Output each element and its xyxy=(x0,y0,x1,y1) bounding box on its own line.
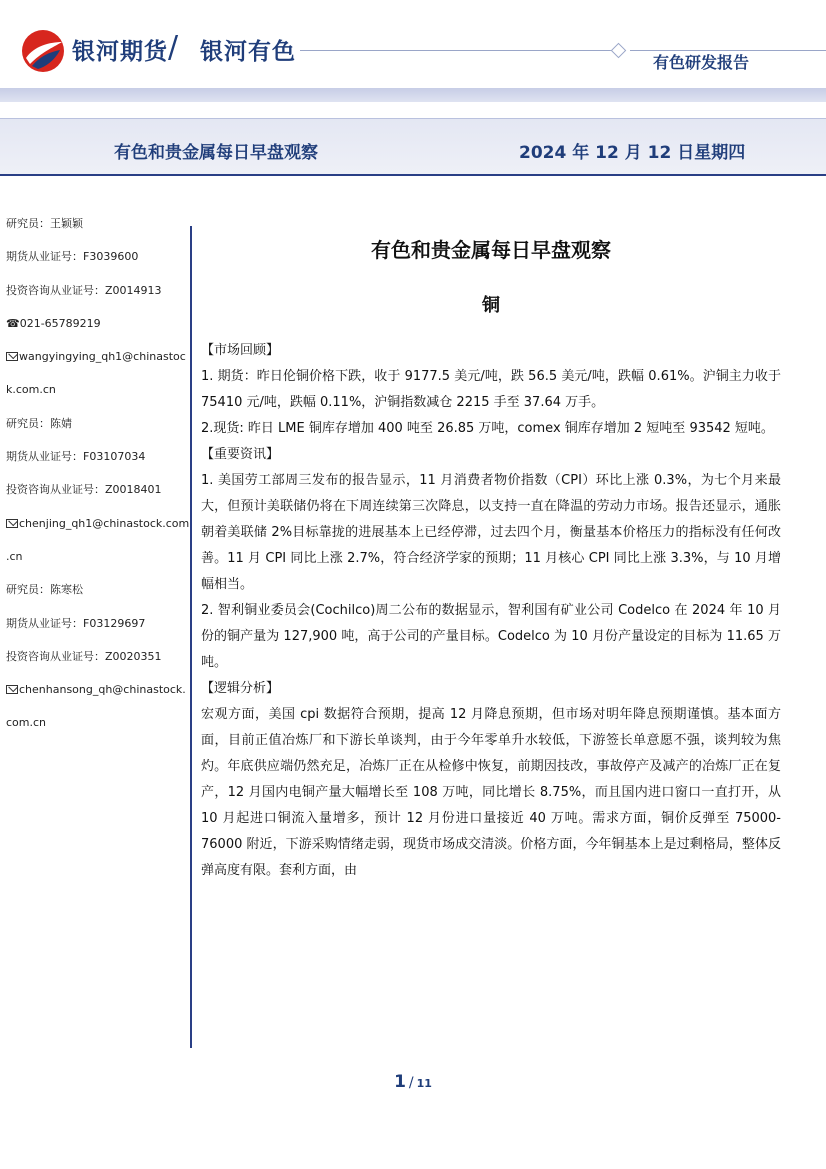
invest-cert: 投资咨询从业证号：Z0018401 xyxy=(6,483,162,497)
paragraph: 2. 智利铜业委员会(Cochilco)周二公布的数据显示，智利国有矿业公司 Codelco 在 2024 年 10 月份的铜产量为 127,900 吨，高于公司的产量目标。Codelco 为 10 月份产量设定的目标为 11.65 万吨。 xyxy=(201,603,781,670)
email-line-cont[interactable]: .cn xyxy=(6,549,23,563)
futures-cert: 期货从业证号：F3039600 xyxy=(6,250,139,264)
email-text[interactable]: chenjing_qh1@chinastock.com xyxy=(19,516,190,530)
header-rule xyxy=(300,50,618,51)
phone-icon: ☎ xyxy=(6,316,20,330)
email-line-cont[interactable]: k.com.cn xyxy=(6,383,56,397)
page-separator: / xyxy=(408,1075,414,1091)
email-line[interactable] xyxy=(6,514,190,547)
page-footer xyxy=(0,1072,826,1092)
brand-divider: / xyxy=(168,30,179,65)
email-line-cont[interactable]: com.cn xyxy=(6,716,47,730)
mail-icon xyxy=(6,352,18,361)
email-line[interactable] xyxy=(6,347,186,380)
paragraph: 1. 美国劳工部周三发布的报告显示，11 月消费者物价指数（CPI）环比上涨 0.3%，为七个月来最大，但预计美联储仍将在下周连续第三次降息，以支持一直在降温的劳动力市场。报告还显示，通胀朝着美联储 2%目标靠拢的进展基本上已经停滞，过去四个月，衡量基本价格压力的指标没有任何改善。11 月 CPI 同比上涨 2.7%，符合经济学家的预期；11 月核心 CPI 同比上涨 3.3%，与 10 月增幅相当。 xyxy=(201,473,781,592)
futures-cert: 期货从业证号：F03107034 xyxy=(6,450,146,464)
section-subtitle: 铜 xyxy=(482,295,500,316)
researcher-name: 研究员：陈寒松 xyxy=(6,583,83,597)
futures-cert: 期货从业证号：F03129697 xyxy=(6,616,146,630)
brand-primary: 银河期货 xyxy=(72,39,168,65)
email-text[interactable]: chenhansong_qh@chinastock. xyxy=(19,683,186,697)
band-date: 2024 年 12 月 12 日星期四 xyxy=(519,143,746,163)
researcher-name: 研究员：王颖颖 xyxy=(6,217,83,230)
invest-cert: 投资咨询从业证号：Z0014913 xyxy=(6,283,162,297)
section-heading: 【市场回顾】 xyxy=(201,343,280,358)
email-text[interactable]: wangyingying_qh1@chinastoc xyxy=(19,350,186,364)
email-line[interactable] xyxy=(6,680,186,713)
galaxy-logo-icon xyxy=(20,28,66,74)
section-heading: 【逻辑分析】 xyxy=(201,681,280,696)
paragraph: 2.现货: 昨日 LME 铜库存增加 400 吨至 26.85 万吨，comex 铜库存增加 2 短吨至 93542 短吨。 xyxy=(201,421,774,436)
mail-icon xyxy=(6,519,18,528)
page-title: 有色和贵金属每日早盘观察 xyxy=(371,238,611,262)
diamond-icon xyxy=(611,43,627,59)
report-body xyxy=(201,338,781,884)
brand-secondary: 银河有色 xyxy=(200,39,296,65)
header-band-rule xyxy=(0,174,826,176)
report-type: 有色研发报告 xyxy=(653,53,750,72)
page-header xyxy=(0,0,826,176)
mail-icon xyxy=(6,685,18,694)
researcher-sidebar xyxy=(6,214,190,747)
researcher-name: 研究员：陈婧 xyxy=(6,416,72,430)
phone-line xyxy=(6,314,186,347)
band-title: 有色和贵金属每日早盘观察 xyxy=(114,143,318,163)
paragraph: 1. 期货：昨日伦铜价格下跌，收于 9177.5 美元/吨，跌 56.5 美元/吨，跌幅 0.61%。沪铜主力收于 75410 元/吨，跌幅 0.11%，沪铜指数减仓 2215 手至 37.64 万手。 xyxy=(201,369,781,410)
page-total: 11 xyxy=(416,1077,432,1090)
header-band-top xyxy=(0,88,826,102)
column-divider xyxy=(190,226,192,1048)
section-heading: 【重要资讯】 xyxy=(201,447,280,462)
paragraph: 宏观方面，美国 cpi 数据符合预期，提高 12 月降息预期，但市场对明年降息预期谨慎。基本面方面，目前正值冶炼厂和下游长单谈判，由于今年零单升水较低，下游签长单意愿不强，谈判较为焦灼。年底供应端仍然充足，冶炼厂正在从检修中恢复，前期因技改，事故停产及减产的冶炼厂正在复产，12 月国内电铜产量大幅增长至 108 万吨，同比增长 8.75%，而且国内进口窗口一直打开，从 10 月起进口铜流入量增多，预计 12 月份进口量接近 40 万吨。需求方面，铜价反弹至 75000-76000 附近，下游采购情绪走弱，现货市场成交清淡。价格方面，今年铜基本上是过剩格局，整体反弹高度有限。套利方面，由 xyxy=(201,707,781,878)
phone-number: 021-65789219 xyxy=(19,316,101,330)
invest-cert: 投资咨询从业证号：Z0020351 xyxy=(6,649,162,663)
page-number: 1 xyxy=(394,1072,406,1092)
